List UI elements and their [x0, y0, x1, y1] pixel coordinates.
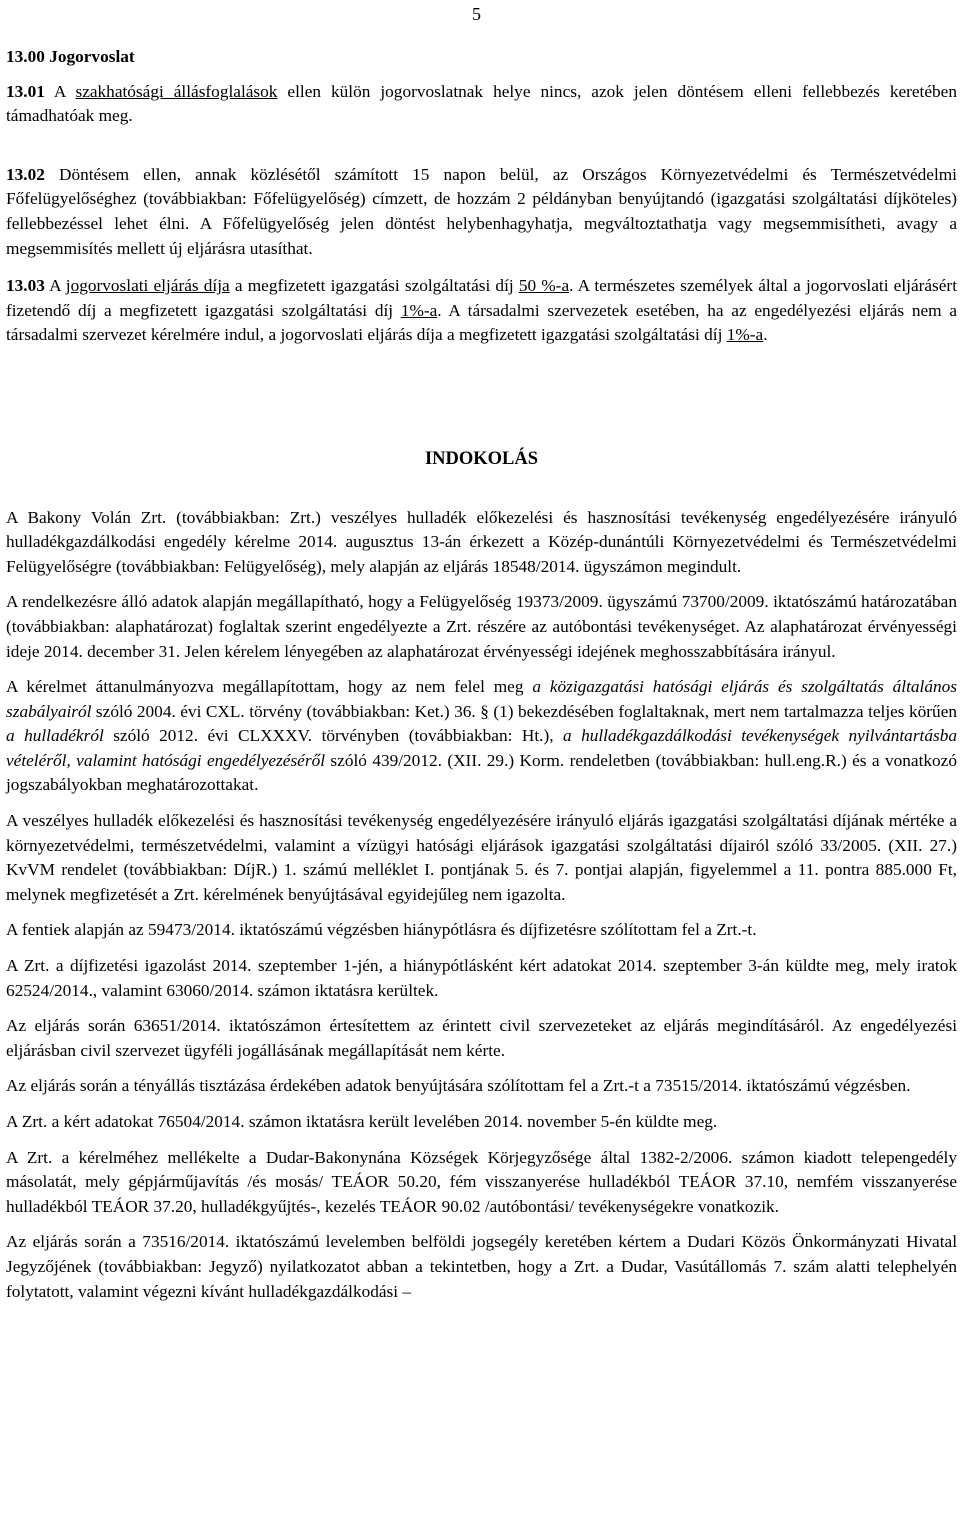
paragraph: A Zrt. a kérelméhez mellékelte a Dudar-Bakonynána Községek Körjegyzősége által 1382-2/2006. számon kiadott telepengedély másolatát, mely gépjárműjavítás /és mosás/ TEÁOR 50.20, fém visszanyerése hulladékból TEÁOR 37.10, nemfém visszanyerése hulladékból TEÁOR 37.20, hulladékgyűjtés-, kezelés TEÁOR 90.02 /autóbontási/ tevékenységekre vonatkozik.: [6, 1147, 957, 1216]
item-13-01: [6, 80, 957, 129]
underlined-term: 50 %-a: [518, 276, 570, 296]
underlined-term: jogorvoslati eljárás díja: [65, 276, 230, 296]
paragraph-text: szóló 2012. évi CLXXXV. törvényben (továbbiakban: Ht.),: [103, 726, 563, 746]
item-number: 13.03: [6, 276, 45, 296]
paragraph-text: A kérelmet áttanulmányozva megállapítottam, hogy az nem felel meg: [6, 677, 533, 697]
paragraph: A Zrt. a kért adatokat 76504/2014. számon iktatásra került levelében 2014. november 5-én küldte meg.: [6, 1112, 718, 1131]
item-13-02: [6, 163, 957, 261]
item-text: Döntésem ellen, annak közlésétől számított 15 napon belül, az Országos Környezetvédelmi és Természetvédelmi Főfelügyelőséghez (továbbiakban: Főfelügyelőség) címzett, de hozzám 2 példányban benyújtandó (igazgatási szolgáltatási díjköteles) fellebbezéssel lehet élni. A Főfelügyelőség jelen döntést helybenhagyhatja, megváltoztathatja vagy megsemmisítheti, avagy a megsemmisítés mellett új eljárásra utasíthat.: [6, 164, 957, 258]
paragraph: [6, 675, 957, 798]
document-title: INDOKOLÁS: [424, 448, 539, 469]
paragraph-text: szóló 439/2012. (XII. 29.) Korm. rendeletben (továbbiakban: hull.eng.R.) és a vonatkozó jogszabályokban meghatározottakat.: [6, 750, 957, 795]
paragraph: A veszélyes hulladék előkezelési és hasznosítási tevékenység engedélyezésére irányuló eljárás igazgatási szolgáltatási díjának mértéke a környezetvédelmi, természetvédelmi, valamint a vízügyi hatósági eljárások igazgatási szolgáltatási díjairól szóló 33/2005. (XII. 27.) KvVM rendelet (továbbiakban: DíjR.) 1. számú melléklet I. pontjának 5. és 7. pontjai alapján, figyelemmel a 11. pontra 885.000 Ft, melynek megfizetését a Zrt. kérelmének benyújtásával egyidejűleg nem igazolta.: [6, 811, 957, 904]
page-number: 5: [472, 4, 481, 24]
section-sign: §: [480, 701, 489, 721]
item-text: . A természetes személyek által a jogorvoslati eljárásért fizetendő díj a megfizetett igazgatási szolgáltatási díj: [6, 276, 957, 320]
paragraph: A Zrt. a díjfizetési igazolást 2014. szeptember 1-jén, a hiánypótlásként kért adatokat 2014. szeptember 3-án küldte meg, mely iratok 62524/2014., valamint 63060/2014. számon iktatásra kerültek.: [6, 956, 957, 1000]
item-text: ellen külön jogorvoslatnak helye nincs, azok jelen döntésem elleni fellebbezés keretében támadhatóak meg.: [6, 81, 957, 126]
law-title: a közigazgatási hatósági eljárás és szolgáltatás általános szabályairól: [6, 677, 957, 721]
paragraph: Az eljárás során a 73516/2014. iktatószámú levelemben belföldi jogsegély keretében kértem a Dudari Közös Önkormányzati Hivatal Jegyzőjének (továbbiakban: Jegyző) nyilatkozatot abban a tekintetben, hogy a Zrt. a Dudar, Vasútállomás 7. szám alatti telephelyén folytatott, valamint végezni kívánt hulladékgazdálkodási –: [6, 1232, 957, 1301]
item-text: . A társadalmi szervezetek esetében, ha az engedélyezési eljárás nem a társadalmi szervezet kérelmére indul, a jogorvoslati eljárás díja a megfizetett igazgatási szolgáltatási díj: [6, 300, 957, 345]
item-text: a megfizetett igazgatási szolgáltatási díj: [229, 276, 519, 296]
paragraph: A Bakony Volán Zrt. (továbbiakban: Zrt.) veszélyes hulladék előkezelési és hasznosítási tevékenység engedélyezésére irányuló hulladékgazdálkodási engedély kérelme 2014. augusztus 13-án érkezett a Közép-dunántúli Környezetvédelmi és Természetvédelmi Felügyelőségre (továbbiakban: Felügyelőség), mely alapján az eljárás 18548/2014. ügyszámon megindult.: [6, 507, 957, 576]
section-heading: 13.00 Jogorvoslat: [6, 47, 135, 66]
paragraph-text: (1) bekezdésében foglaltaknak, mert nem tartalmazza teljes körűen: [488, 701, 958, 721]
paragraph-text: szóló 2004. évi CXL. törvény (továbbiakban: Ket.) 36.: [91, 701, 481, 721]
item-text: A: [44, 276, 66, 296]
paragraph: A fentiek alapján az 59473/2014. iktatószámú végzésben hiánypótlásra és díjfizetésre szólítottam fel a Zrt.-t.: [6, 920, 757, 940]
item-text: A: [44, 81, 76, 101]
underlined-term: szakhatósági állásfoglalások: [75, 81, 278, 101]
underlined-term: 1%-a: [726, 325, 764, 345]
item-13-03: [6, 274, 957, 348]
item-text: .: [763, 325, 768, 345]
law-title: a hulladékgazdálkodási tevékenységek nyilvántartásba vételéről, valamint hatósági engedélyezéséről: [6, 726, 957, 770]
item-number: 13.02: [6, 164, 45, 184]
item-number: 13.01: [6, 81, 45, 101]
paragraph: A rendelkezésre álló adatok alapján megállapítható, hogy a Felügyelőség 19373/2009. ügyszámú 73700/2009. iktatószámú határozatában (továbbiakban: alaphatározat) foglaltak szerint engedélyezte a Zrt. részére az autóbontási tevékenységet. Az alaphatározat érvényességi ideje 2014. december 31. Jelen kérelem lényegében az alaphatározat érvényességi idejének meghosszabbítására irányul.: [6, 592, 957, 661]
underlined-term: 1%-a: [400, 300, 438, 320]
document-body: [6, 45, 957, 1304]
law-title: a hulladékról: [6, 726, 104, 746]
paragraph: Az eljárás során 63651/2014. iktatószámon értesítettem az érintett civil szervezeteket az eljárás megindításáról. Az engedélyezési eljárásban civil szervezet ügyféli jogállásának megállapítását nem kérte.: [6, 1016, 957, 1060]
paragraph: Az eljárás során a tényállás tisztázása érdekében adatok benyújtására szólítottam fel a Zrt.-t a 73515/2014. iktatószámú végzésben.: [6, 1076, 911, 1096]
